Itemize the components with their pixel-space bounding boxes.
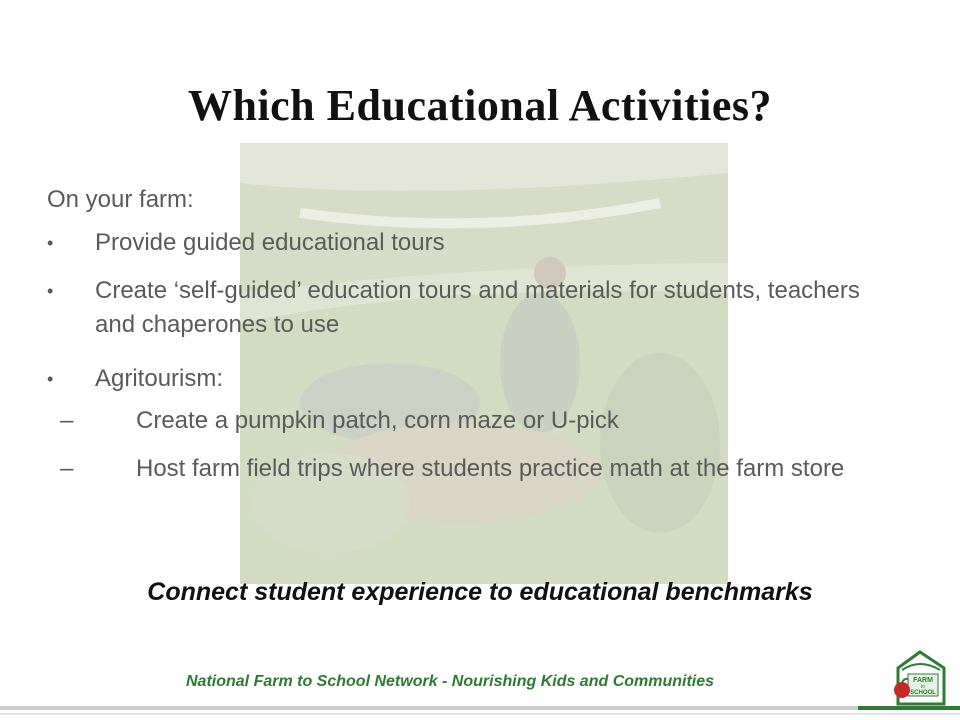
logo-word-school: SCHOOL <box>910 690 936 696</box>
bullet-marker: • <box>47 281 54 301</box>
logo-word-to: to <box>920 684 926 690</box>
sub-bullet-text: Host farm field trips where students practice math at the farm store <box>136 455 845 482</box>
bullet-marker: • <box>47 369 54 389</box>
slide-title: Which Educational Activities? <box>187 81 773 130</box>
sub-bullet-marker: – <box>60 407 74 434</box>
logo-word-farm: FARM <box>913 677 933 684</box>
bullet-marker: • <box>47 233 54 253</box>
bullet-text: Create ‘self-guided’ education tours and materials for students, teachers and chaperones to use <box>95 277 860 338</box>
callout-text: Connect student experience to educational benchmarks <box>147 578 813 606</box>
intro-text: On your farm: <box>47 186 194 213</box>
footer-rule-gray <box>0 706 902 710</box>
bullet-text: Provide guided educational tours <box>95 229 445 256</box>
farm-to-school-logo <box>888 646 952 710</box>
apple-icon <box>894 682 910 698</box>
bullet-text: Agritourism: <box>95 365 224 392</box>
sub-bullet-text: Create a pumpkin patch, corn maze or U-pick <box>136 407 619 434</box>
footer-rule-light <box>0 713 960 715</box>
sub-bullet-marker: – <box>60 455 74 482</box>
footer-rule-green <box>858 706 960 710</box>
footer-text: National Farm to School Network - Nourishing Kids and Communities <box>186 673 715 690</box>
